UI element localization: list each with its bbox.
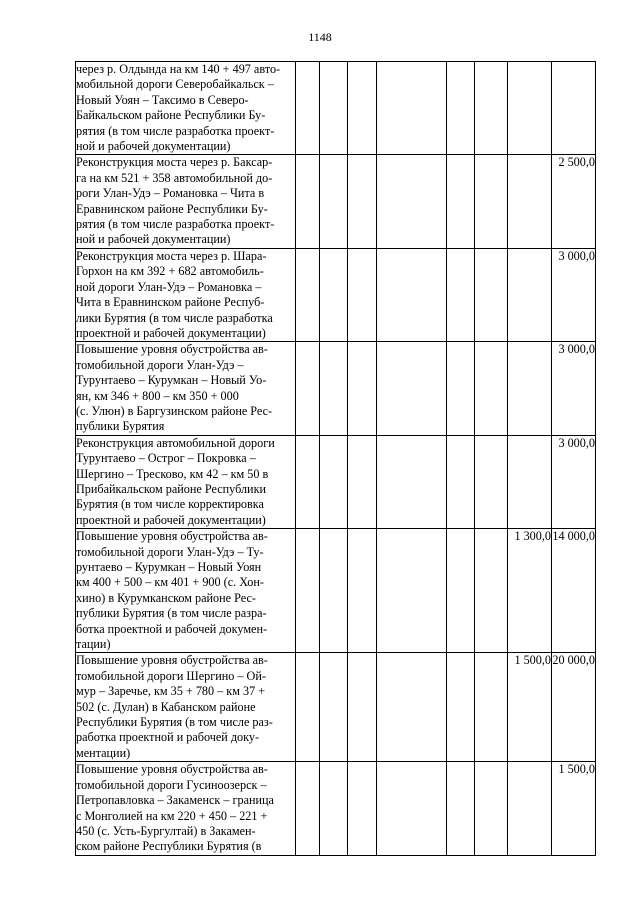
description-line: томобильной дороги Улан-Удэ – Ту-: [76, 544, 264, 559]
amount-cell-c4: [377, 342, 447, 435]
description-line: 450 (с. Усть-Бургултай) в Закамен-: [76, 823, 256, 838]
table-body: [76, 62, 596, 856]
description-line: проектной и рабочей документации): [76, 512, 266, 527]
amount-cell-c4: [377, 529, 447, 653]
amount-cell-c6: [475, 435, 508, 528]
object-description: [76, 762, 296, 856]
amount-cell-c7: [508, 762, 552, 856]
description-line: ной и рабочей документации): [76, 232, 231, 247]
description-line: Республики Бурятия (в том числе раз-: [76, 715, 273, 730]
description-line: мобильной дороги Северобайкальск –: [76, 77, 274, 92]
amount-cell-c8: 3 000,0: [552, 342, 596, 435]
description-line: Новый Уоян – Таксимо в Северо-: [76, 92, 249, 107]
description-line: Повышение уровня обустройства ав-: [76, 529, 268, 544]
table-row: [76, 653, 596, 762]
object-description: [76, 435, 296, 528]
amount-cell-c4: [377, 248, 447, 341]
description-line: хино) в Курумканском районе Рес-: [76, 590, 256, 605]
amount-cell-c5: [447, 529, 475, 653]
amount-cell-c6: [475, 155, 508, 248]
description-line: рятия (в том числе разработка проект-: [76, 217, 275, 232]
amount-cell-c6: [475, 248, 508, 341]
amount-cell-c6: [475, 762, 508, 856]
amount-cell-c3: [348, 435, 377, 528]
description-line: ботка проектной и рабочей докумен-: [76, 621, 268, 636]
amount-cell-c3: [348, 653, 377, 762]
description-line: Горхон на км 392 + 682 автомобиль-: [76, 264, 264, 279]
amount-cell-c1: [296, 435, 320, 528]
description-line: 502 (с. Дулан) в Кабанском районе: [76, 699, 256, 714]
amount-cell-c5: [447, 762, 475, 856]
amount-cell-c1: [296, 248, 320, 341]
description-line: ском районе Республики Бурятия (в: [76, 839, 262, 854]
object-description: [76, 62, 296, 155]
amount-cell-c5: [447, 342, 475, 435]
amount-cell-c4: [377, 653, 447, 762]
amount-cell-c5: [447, 62, 475, 155]
amount-cell-c8: 14 000,0: [552, 529, 596, 653]
description-line: проектной и рабочей документации): [76, 325, 266, 340]
amount-cell-c1: [296, 155, 320, 248]
amount-cell-c6: [475, 653, 508, 762]
amount-cell-c7: 1 500,0: [508, 653, 552, 762]
object-description: [76, 529, 296, 653]
description-line: Бурятия (в том числе корректировка: [76, 497, 264, 512]
description-line: Байкальском районе Республики Бу-: [76, 108, 266, 123]
amount-cell-c4: [377, 155, 447, 248]
amount-cell-c2: [320, 62, 348, 155]
object-description: [76, 248, 296, 341]
object-description: [76, 155, 296, 248]
amount-cell-c3: [348, 248, 377, 341]
budget-table: [75, 61, 596, 856]
description-line: рятия (в том числе разработка проект-: [76, 123, 275, 138]
amount-cell-c7: [508, 342, 552, 435]
amount-cell-c4: [377, 435, 447, 528]
amount-cell-c1: [296, 529, 320, 653]
amount-cell-c3: [348, 762, 377, 856]
amount-cell-c7: 1 300,0: [508, 529, 552, 653]
description-line: томобильной дороги Гусиноозерск –: [76, 777, 267, 792]
table-row: [76, 529, 596, 653]
amount-cell-c4: [377, 762, 447, 856]
description-line: Реконструкция моста через р. Шара-: [76, 248, 267, 263]
description-line: Шергино – Тресково, км 42 – км 50 в: [76, 466, 269, 481]
amount-cell-c2: [320, 248, 348, 341]
description-line: (с. Улюн) в Баргузинском районе Рес-: [76, 403, 273, 418]
table-row: [76, 342, 596, 435]
description-line: ментации): [76, 745, 131, 760]
description-line: Турунтаево – Курумкан – Новый Уо-: [76, 373, 267, 388]
description-line: томобильной дороги Шергино – Ой-: [76, 668, 266, 683]
amount-cell-c8: 3 000,0: [552, 248, 596, 341]
description-line: Повышение уровня обустройства ав-: [76, 653, 268, 668]
amount-cell-c8: 2 500,0: [552, 155, 596, 248]
amount-cell-c7: [508, 62, 552, 155]
description-line: тации): [76, 637, 111, 652]
amount-cell-c2: [320, 155, 348, 248]
amount-cell-c5: [447, 155, 475, 248]
description-line: публики Бурятия: [76, 419, 165, 434]
amount-cell-c3: [348, 62, 377, 155]
amount-cell-c2: [320, 653, 348, 762]
amount-cell-c7: [508, 435, 552, 528]
amount-cell-c6: [475, 529, 508, 653]
amount-cell-c2: [320, 762, 348, 856]
description-line: Чита в Еравнинском районе Респуб-: [76, 295, 265, 310]
description-line: Повышение уровня обустройства ав-: [76, 762, 268, 777]
object-description: [76, 653, 296, 762]
description-line: ной дороги Улан-Удэ – Романовка –: [76, 279, 262, 294]
description-line: Турунтаево – Острог – Покровка –: [76, 451, 256, 466]
amount-cell-c2: [320, 342, 348, 435]
amount-cell-c7: [508, 248, 552, 341]
amount-cell-c6: [475, 62, 508, 155]
amount-cell-c5: [447, 653, 475, 762]
object-description: [76, 342, 296, 435]
description-line: Реконструкция моста через р. Баксар-: [76, 155, 273, 170]
description-line: Реконструкция автомобильной дороги: [76, 435, 275, 450]
description-line: роги Улан-Удэ – Романовка – Чита в: [76, 186, 265, 201]
description-line: км 400 + 500 – км 401 + 900 (с. Хон-: [76, 575, 264, 590]
description-line: ной и рабочей документации): [76, 139, 231, 154]
amount-cell-c3: [348, 155, 377, 248]
page-number: 1148: [308, 30, 332, 44]
amount-cell-c1: [296, 653, 320, 762]
amount-cell-c3: [348, 342, 377, 435]
description-line: Повышение уровня обустройства ав-: [76, 342, 268, 357]
description-line: Еравнинском районе Республики Бу-: [76, 201, 268, 216]
amount-cell-c4: [377, 62, 447, 155]
description-line: лики Бурятия (в том числе разработка: [76, 310, 273, 325]
amount-cell-c7: [508, 155, 552, 248]
amount-cell-c1: [296, 62, 320, 155]
amount-cell-c8: [552, 62, 596, 155]
description-line: публики Бурятия (в том числе разра-: [76, 606, 267, 621]
description-line: рунтаево – Курумкан – Новый Уоян: [76, 560, 262, 574]
amount-cell-c8: 20 000,0: [552, 653, 596, 762]
description-line: ян, км 346 + 800 – км 350 + 000: [76, 388, 239, 403]
amount-cell-c8: 1 500,0: [552, 762, 596, 856]
table-row: [76, 248, 596, 341]
table-row: [76, 62, 596, 155]
table-row: [76, 435, 596, 528]
amount-cell-c5: [447, 435, 475, 528]
description-line: га на км 521 + 358 автомобильной до-: [76, 170, 273, 185]
amount-cell-c1: [296, 762, 320, 856]
amount-cell-c6: [475, 342, 508, 435]
amount-cell-c2: [320, 435, 348, 528]
amount-cell-c2: [320, 529, 348, 653]
amount-cell-c5: [447, 248, 475, 341]
table-row: [76, 155, 596, 248]
table-row: [76, 762, 596, 856]
description-line: мур – Заречье, км 35 + 780 – км 37 +: [76, 684, 266, 699]
amount-cell-c1: [296, 342, 320, 435]
amount-cell-c3: [348, 529, 377, 653]
description-line: работка проектной и рабочей доку-: [76, 730, 260, 745]
description-line: через р. Олдында на км 140 + 497 авто-: [76, 62, 281, 76]
description-line: томобильной дороги Улан-Удэ –: [76, 357, 244, 372]
description-line: с Монголией на км 220 + 450 – 221 +: [76, 808, 268, 823]
amount-cell-c8: 3 000,0: [552, 435, 596, 528]
description-line: Прибайкальском районе Республики: [76, 481, 267, 496]
description-line: Петропавловка – Закаменск – граница: [76, 793, 274, 808]
